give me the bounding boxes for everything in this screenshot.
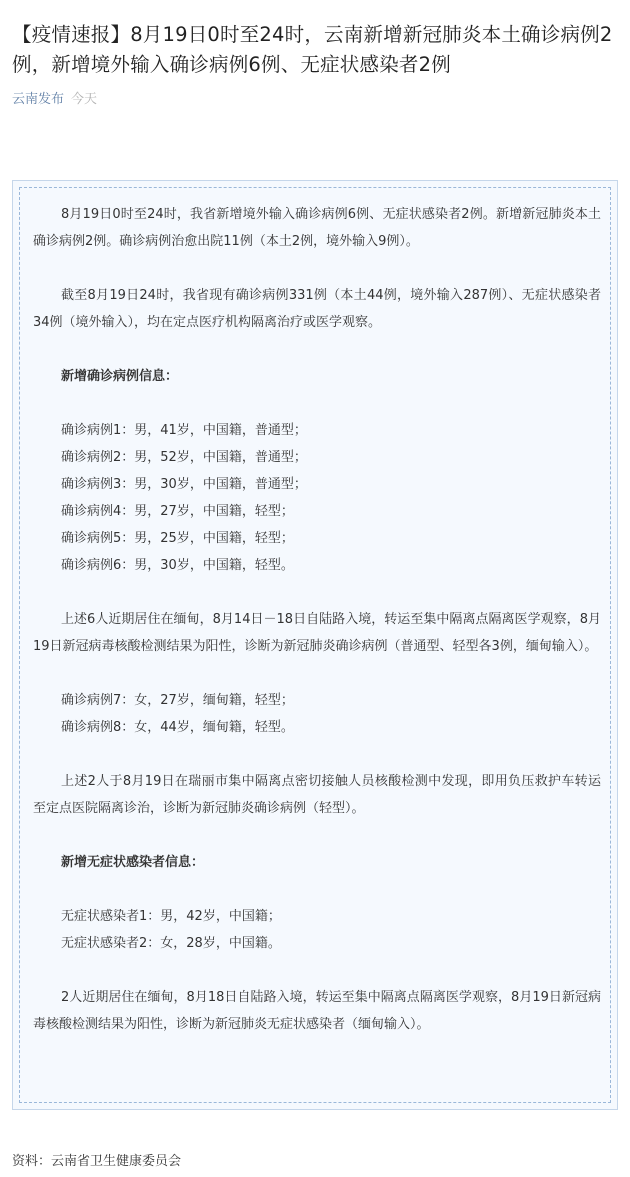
cases-1-6-description: 上述6人近期居住在缅甸，8月14日－18日自陆路入境，转运至集中隔离点隔离医学观察，8月19日新冠病毒核酸检测结果为阳性，诊断为新冠肺炎确诊病例（普通型、轻型各3例，缅甸输入）。 <box>33 612 601 654</box>
asymptomatic-heading: 新增无症状感染者信息： <box>61 855 205 870</box>
confirmed-cases-heading: 新增确诊病例信息： <box>61 369 179 384</box>
article-body <box>33 201 601 1038</box>
case-line: 确诊病例3：男，30岁，中国籍，普通型； <box>61 477 307 492</box>
asymptomatic-description: 2人近期居住在缅甸，8月18日自陆路入境，转运至集中隔离点隔离医学观察，8月19日新冠病毒核酸检测结果为阳性，诊断为新冠肺炎无症状感染者（缅甸输入）。 <box>33 990 601 1032</box>
case-line: 确诊病例6：男，30岁，中国籍，轻型。 <box>61 558 294 573</box>
data-source-note: 资料：云南省卫生健康委员会 <box>12 1154 182 1169</box>
asymptomatic-line: 无症状感染者2：女，28岁，中国籍。 <box>61 936 281 951</box>
current-status-paragraph: 截至8月19日24时，我省现有确诊病例331例（本土44例，境外输入287例）、无症状感染者34例（境外输入），均在定点医疗机构隔离治疗或医学观察。 <box>33 288 601 330</box>
article-meta <box>12 91 97 109</box>
summary-paragraph: 8月19日0时至24时，我省新增境外输入确诊病例6例、无症状感染者2例。新增新冠肺炎本土确诊病例2例。确诊病例治愈出院11例（本土2例，境外输入9例）。 <box>33 207 601 249</box>
case-line: 确诊病例7：女，27岁，缅甸籍，轻型； <box>61 693 294 708</box>
case-line: 确诊病例4：男，27岁，中国籍，轻型； <box>61 504 294 519</box>
cases-7-8-description: 上述2人于8月19日在瑞丽市集中隔离点密切接触人员核酸检测中发现，即用负压救护车转运至定点医院隔离诊治，诊断为新冠肺炎确诊病例（轻型）。 <box>33 774 601 816</box>
case-line: 确诊病例2：男，52岁，中国籍，普通型； <box>61 450 307 465</box>
case-line: 确诊病例1：男，41岁，中国籍，普通型； <box>61 423 307 438</box>
article-title: 【疫情速报】8月19日0时至24时，云南新增新冠肺炎本土确诊病例2例，新增境外输入确诊病例6例、无症状感染者2例 <box>12 23 613 76</box>
asymptomatic-line: 无症状感染者1：男，42岁，中国籍； <box>61 909 281 924</box>
publish-time: 今天 <box>71 92 98 107</box>
case-line: 确诊病例5：男，25岁，中国籍，轻型； <box>61 531 294 546</box>
account-name-link[interactable]: 云南发布 <box>12 92 65 107</box>
case-line: 确诊病例8：女，44岁，缅甸籍，轻型。 <box>61 720 294 735</box>
